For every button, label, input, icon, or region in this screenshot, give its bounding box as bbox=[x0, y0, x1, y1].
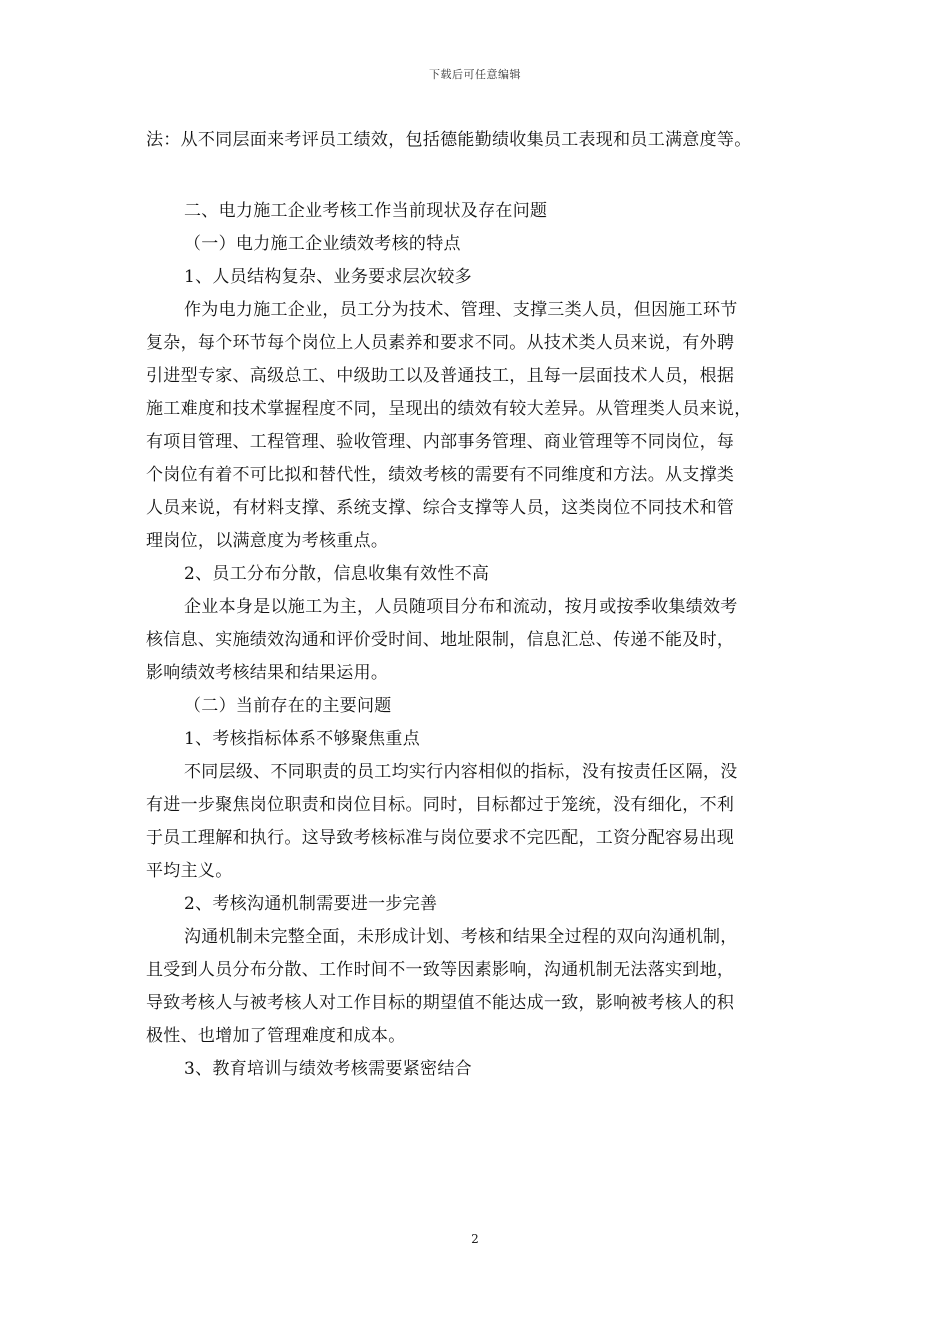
problem-3-heading: 3、教育培训与绩效考核需要紧密结合 bbox=[184, 1059, 472, 1079]
paragraph-line: 有进一步聚焦岗位职责和岗位目标。同时，目标都过于笼统，没有细化，不利 bbox=[146, 795, 735, 815]
paragraph-line: 引进型专家、高级总工、中级助工以及普通技工，且每一层面技术人员，根据 bbox=[146, 366, 735, 386]
paragraph-line: 施工难度和技术掌握程度不同，呈现出的绩效有较大差异。从管理类人员来说， bbox=[146, 399, 752, 419]
paragraph-continuation: 法：从不同层面来考评员工绩效，包括德能勤绩收集员工表现和员工满意度等。 bbox=[146, 130, 752, 150]
problem-1-heading: 1、考核指标体系不够聚焦重点 bbox=[184, 729, 421, 749]
paragraph-line: 个岗位有着不可比拟和替代性，绩效考核的需要有不同维度和方法。从支撑类 bbox=[146, 465, 735, 485]
paragraph-line: 不同层级、不同职责的员工均实行内容相似的指标，没有按责任区隔，没 bbox=[184, 762, 738, 782]
paragraph-line: 平均主义。 bbox=[146, 861, 233, 881]
paragraph-line: 人员来说，有材料支撑、系统支撑、综合支撑等人员，这类岗位不同技术和管 bbox=[146, 498, 735, 518]
spacer bbox=[146, 157, 822, 195]
paragraph-line: 企业本身是以施工为主，人员随项目分布和流动，按月或按季收集绩效考 bbox=[184, 597, 738, 617]
document-body bbox=[146, 124, 822, 1086]
paragraph-line: 且受到人员分布分散、工作时间不一致等因素影响，沟通机制无法落实到地， bbox=[146, 960, 735, 980]
paragraph-line: 于员工理解和执行。这导致考核标准与岗位要求不完匹配，工资分配容易出现 bbox=[146, 828, 735, 848]
page-number: 2 bbox=[471, 1232, 479, 1246]
paragraph-line: 核信息、实施绩效沟通和评价受时间、地址限制，信息汇总、传递不能及时， bbox=[146, 630, 735, 650]
paragraph-line: 作为电力施工企业，员工分为技术、管理、支撑三类人员，但因施工环节 bbox=[184, 300, 738, 320]
problem-2-heading: 2、考核沟通机制需要进一步完善 bbox=[184, 894, 438, 914]
paragraph-line: 极性、也增加了管理难度和成本。 bbox=[146, 1026, 406, 1046]
paragraph-line: 复杂，每个环节每个岗位上人员素养和要求不同。从技术类人员来说，有外聘 bbox=[146, 333, 735, 353]
subsection-1-heading: （一）电力施工企业绩效考核的特点 bbox=[184, 234, 461, 254]
paragraph-line: 理岗位，以满意度为考核重点。 bbox=[146, 531, 389, 551]
paragraph-line: 导致考核人与被考核人对工作目标的期望值不能达成一致，影响被考核人的积 bbox=[146, 993, 735, 1013]
paragraph-line: 沟通机制未完整全面，未形成计划、考核和结果全过程的双向沟通机制， bbox=[184, 927, 738, 947]
item-2-heading: 2、员工分布分散，信息收集有效性不高 bbox=[184, 564, 490, 584]
item-1-heading: 1、人员结构复杂、业务要求层次较多 bbox=[184, 267, 472, 287]
paragraph-line: 有项目管理、工程管理、验收管理、内部事务管理、商业管理等不同岗位，每 bbox=[146, 432, 735, 452]
subsection-2-heading: （二）当前存在的主要问题 bbox=[184, 696, 392, 716]
section-2-heading: 二、电力施工企业考核工作当前现状及存在问题 bbox=[184, 201, 548, 221]
page-header: 下载后可任意编辑 bbox=[429, 68, 521, 81]
paragraph-line: 影响绩效考核结果和结果运用。 bbox=[146, 663, 389, 683]
